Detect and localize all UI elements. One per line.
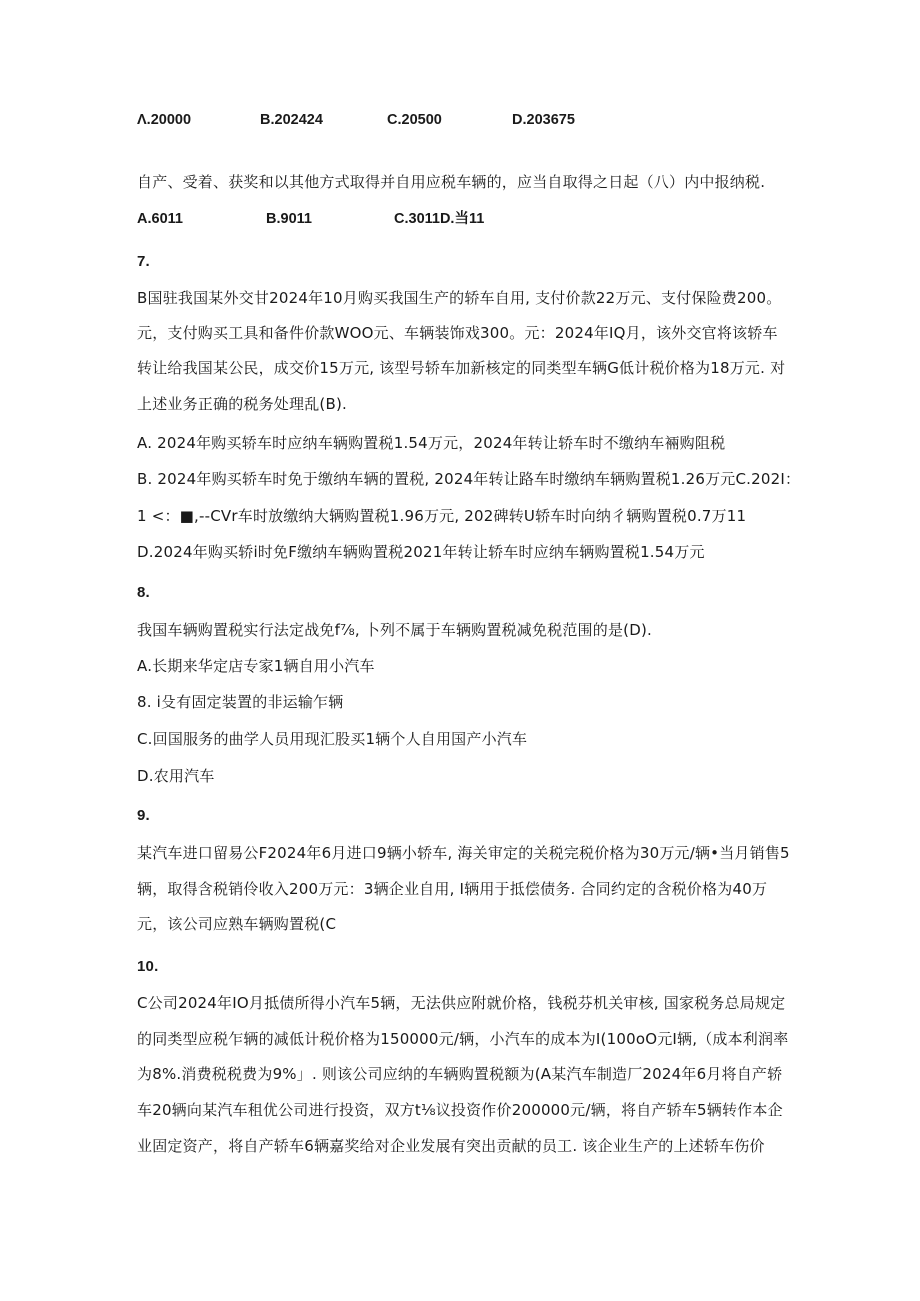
q7-option-a: A. 2024年购买轿车时应纳车辆购置税1.54万元，2024年转让轿车时不缴纳车裲购阻税: [137, 434, 726, 452]
q6-option-a: Λ.20000: [137, 112, 192, 128]
q9-line: 辆，取得含税销伶收入200万元：3辆企业自用, I辆用于抵偿债务. 合同约定的含税价格为40万: [137, 880, 768, 898]
option-b: B.9011: [266, 211, 312, 227]
question-number-7: 7.: [137, 253, 150, 270]
q10-line: 业固定资产，将自产轿车6辆嘉奖给对企业发展有突出贡献的员工. 该企业生产的上述轿车伤价: [137, 1137, 765, 1155]
q7-option-c: 1 <：■,--CVr车时放缴纳大辆购置税1.96万元, 202碑转U轿车时向纳彳辆购置税0.7万11: [137, 507, 747, 525]
q8-option-a: A.长期来华定店专家1辆自用小汽车: [137, 657, 375, 675]
q9-line: 某汽车进口留易公F2024年6月进口9辆小轿车, 海关审定的关税完税价格为30万元/辆•当月销售5: [137, 844, 790, 862]
question-number-9: 9.: [137, 807, 150, 824]
q7-option-b: B. 2024年购买轿车时免于缴纳车辆的置税, 2024年转让路车时缴纳车辆购置税1.26万元C.202I：: [137, 470, 801, 488]
q6-option-d: D.203675: [512, 112, 575, 128]
q7-line: 转让给我国某公民，成交价15万元, 该型号轿车加新核定的同类型车辆G低计税价格为18万元. 对: [137, 359, 786, 377]
q7-option-d: D.2024年购买轿i时免F缴纳车辆购置税2021年转让轿车时应纳车辆购置税1.54万元: [137, 543, 705, 561]
q10-line: 车20辆向某汽车租优公司进行投资，双方t⅛议投资作价200000元/辆，将自产轿车5辆转作本企: [137, 1101, 783, 1119]
question-stem: 自产、受着、获奖和以其他方式取得并自用应税车辆的，应当自取得之日起（八）内中报纳税.: [137, 173, 766, 191]
q8-stem: 我国车辆购置税实行法定战免f⅞, 卜列不属于车辆购置税减免税范围的是(D).: [137, 621, 652, 639]
q9-line: 元，该公司应熟车辆购置税(C: [137, 915, 337, 933]
q6-option-b: B.202424: [260, 112, 323, 128]
q10-line: 为8%.消费税税费为9%」. 则该公司应纳的车辆购置税额为(A某汽车制造厂2024年6月将自产轿: [137, 1065, 783, 1083]
q8-option-d: D.农用汽车: [137, 767, 215, 785]
q8-option-b: 8. i殳有固定装置的非运输乍辆: [137, 693, 344, 711]
q10-line: C公司2024年IO月抵债所得小汽车5辆，无法供应附就价格，钱税芬机关审核, 国家税务总局规定: [137, 994, 786, 1012]
question-number-8: 8.: [137, 584, 150, 601]
q10-line: 的同类型应税乍辆的减低计税价格为150000元/辆，小汽车的成本为I(100oO元I辆,（成本利润率: [137, 1030, 789, 1048]
option-c-d: C.3011D.当11: [394, 211, 485, 227]
q8-option-c: C.回国服务的曲学人员用现汇股买1辆个人自用国产小汽车: [137, 730, 528, 748]
q7-line: 上述业务正确的税务处理乱(B).: [137, 395, 347, 413]
q7-line: B国驻我国某外交甘2024年10月购买我国生产的轿车自用, 支付价款22万元、支付保险费200。: [137, 289, 782, 307]
q6-option-c: C.20500: [387, 112, 442, 128]
option-a: A.6011: [137, 211, 183, 227]
q7-line: 元，支付购买工具和备件价款WOO元、车辆装饰戏300。元：2024年IQ月，该外交官将该轿车: [137, 324, 778, 342]
question-number-10: 10.: [137, 958, 159, 975]
